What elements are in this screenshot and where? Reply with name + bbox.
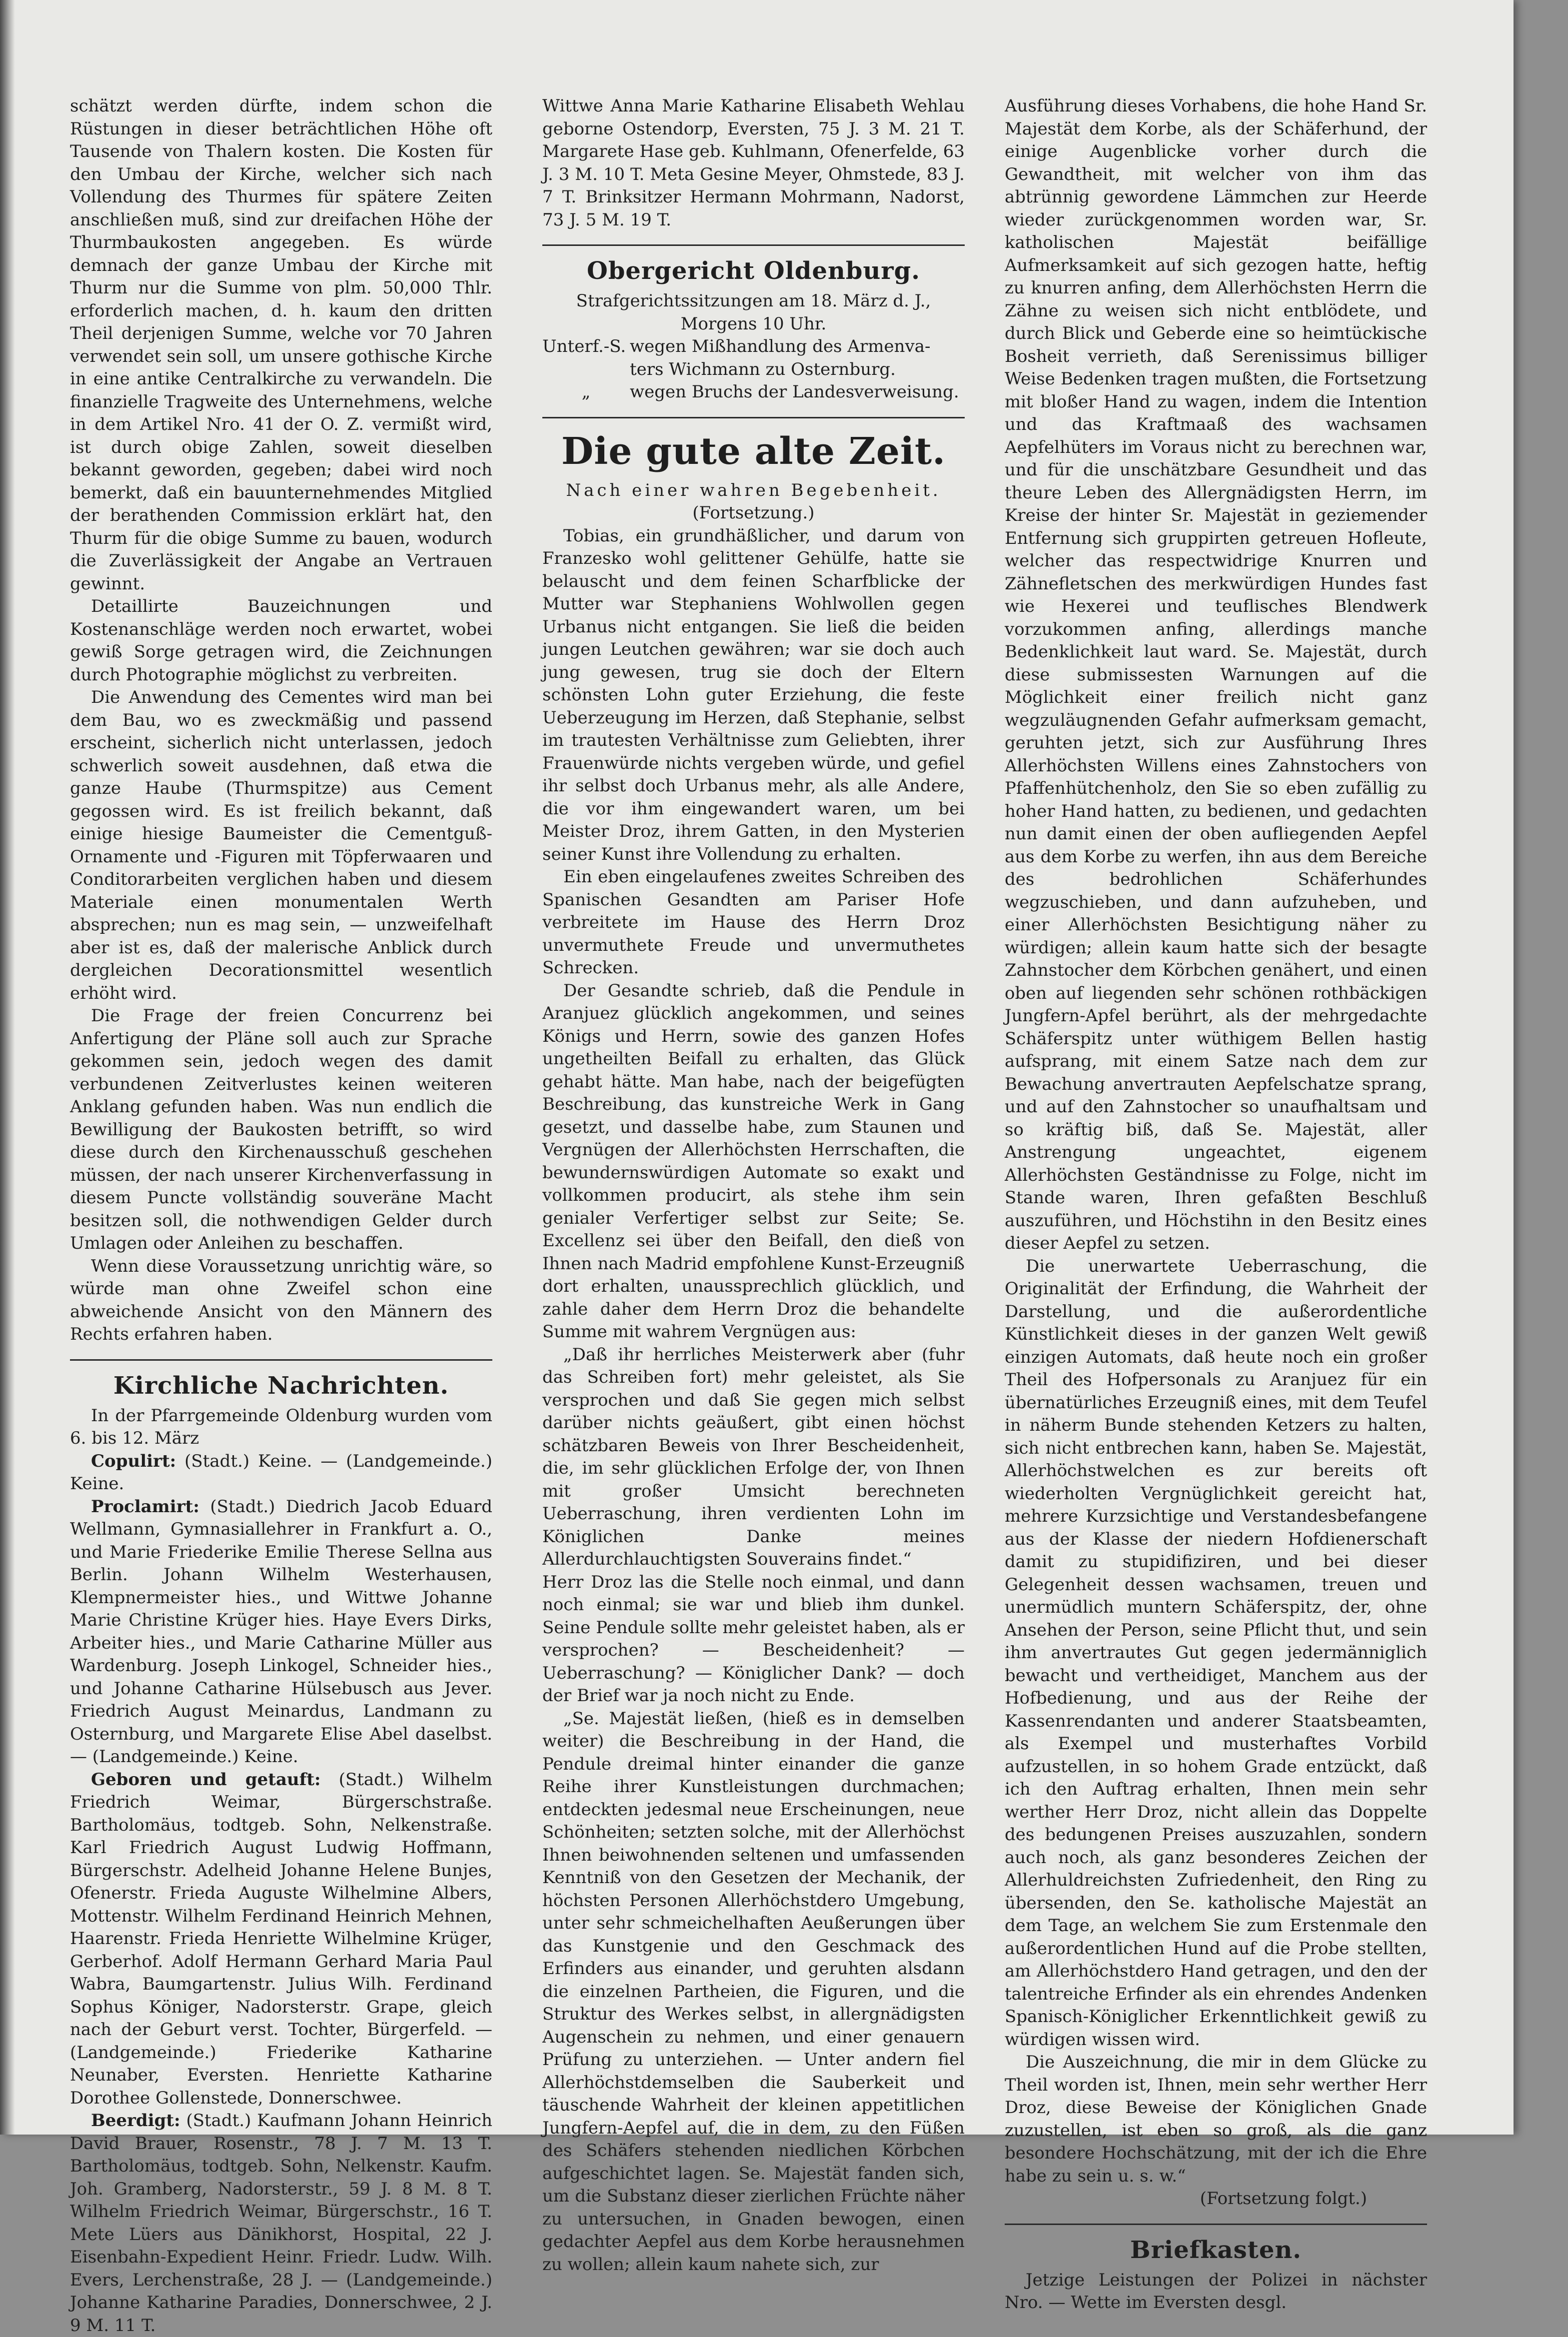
section-divider	[542, 244, 965, 246]
court-case-line: ters Wichmann zu Osternburg.	[630, 359, 896, 379]
court-session-time: Morgens 10 Uhr.	[680, 313, 827, 334]
story-subtitle: Nach einer wahren Begebenheit.	[566, 480, 941, 500]
article-paragraph: schätzt werden dürfte, indem schon die Rüstungen in dieser beträchtlichen Höhe oft Tausende von Thalern kosten. Die Kosten für den Umbau der Kirche, welcher sich nach Vollendung des Thurmes für spätere Zeiten anschließen muß, sind zur dreifachen Höhe der Thurmbaukosten angegeben. Es würde demnach der ganze Umbau der Kirche mit Thurm nur die Summe von plm. 50,000 Thlr. erforderlich machen, d. h. kaum den dritten Theil derjenigen Summe, welche vor 70 Jahren verwendet sein soll, um unsere gothische Kirche in eine antike Centralkirche zu verwandeln. Die finanzielle Tragweite des Unternehmens, welche in dem Artikel Nro. 41 der O. Z. vermißt wird, ist durch obige Zahlen, soweit dieselben bekannt geworden, gegeben; dabei wird noch bemerkt, daß ein bauunternehmendes Mitglied der berathenden Commission erklärt hat, den Thurm für die obige Summe zu bauen, wodurch die Zuverlässigkeit der Angabe an Vertrauen gewinnt.	[70, 96, 492, 594]
proclamirt-text: (Stadt.) Diedrich Jacob Eduard Wellmann, Gymnasiallehrer in Frankfurt a. O., und Marie Friederike Emilie Therese Sellna aus Berlin. Johann Wilhelm Westerhausen, Klempnermeister hies., und Wittwe Johanne Marie Christine Krüger hies. Haye Evers Dirks, Arbeiter hies., und Marie Catharine Müller aus Wardenburg. Joseph Linkogel, Schneider hies., und Johanne Catharine Hülsebusch aus Jever. Friedrich August Meinardus, Landmann zu Osternburg, und Margarete Elise Abel daselbst. — (Landgemeinde.) Keine.	[70, 1496, 492, 1767]
parish-intro: In der Pfarrgemeinde Oldenburg wurden vom 6. bis 12. März	[70, 1405, 492, 1448]
letterbox-text: Jetzige Leistungen der Polizei in nächster Nro. — Wette im Eversten desgl.	[1005, 2270, 1427, 2313]
beerdigt-entry	[70, 2110, 492, 2337]
story-continued-label: (Fortsetzung.)	[692, 503, 815, 523]
story-paragraph: Herr Droz las die Stelle noch einmal, und dann noch einmal; sie war und blieb ihm dunkel. Seine Pendule sollte mehr geleistet haben, als er versprochen? — Bescheidenheit? — Ueberraschung? — Königlicher Dank? — doch der Brief war ja noch nicht zu Ende.	[542, 1572, 965, 1706]
story-paragraph: Die unerwartete Ueberraschung, die Originalität der Erfindung, die Wahrheit der Darstellung, und die außerordentliche Künstlichkeit dieses in der ganzen Welt gewiß einzigen Automats, daß heute noch ein großer Theil des Hofpersonals zu Aranjuez für ein übernatürliches Erzeugniß eines, mit dem Teufel in näherm Bunde stehenden Ketzers zu halten, sich nicht entbrechen kann, haben Se. Majestät, Allerhöchstwelchen es zur bereits oft wiederholten Vergnüglichkeit gereicht hat, mehrere Kurzsichtige und Verstandesbefangene aus der Klasse der niedern Hofdienerschaft damit zu stupidifiziren, und bei dieser Gelegenheit dessen wachsamen, treuen und unermüdlich muntern Schäferspitz, der, ohne Ansehen der Person, seine Pflicht thut, und sein ihm anvertrautes Gut gegen jedermänniglich bewacht und vertheidiget, Manchem aus der Hofbedienung, und aus der Reihe der Kassenrendanten und anderer Staatsbeamten, als Exempel und musterhaftes Vorbild aufzustellen, in so hohem Grade entzückt, daß ich den Auftrag erhalten, Ihnen mein sehr werther Herr Droz, nicht allein das Doppelte des bedungenen Preises auszuzahlen, sondern auch noch, als ganz besonderes Zeichen der Allerhuldreichsten Zufriedenheit, den Ring zu übersenden, den Se. katholische Majestät an dem Tage, an welchem Sie zum Erstenmale den außerordentlichen Hund auf die Probe stellten, am Allerhöchstdero Hand getragen, und den der talentreiche Erfinder als ein ehrendes Andenken Spanisch-Königlicher Erkenntlichkeit gewiß zu würdigen wissen wird.	[1005, 1256, 1427, 2050]
geboren-entry	[70, 1769, 492, 2110]
proclamirt-entry	[70, 1496, 492, 1769]
story-paragraph: Der Gesandte schrieb, daß die Pendule in Aranjuez glücklich angekommen, und seines Königs und Herrn, sowie des ganzen Hofes ungetheilten Beifall zu erhalten, das Glück gehabt hätte. Man habe, nach der beigefügten Beschreibung, das kunstreiche Werk in Gang gesetzt, und dasselbe habe, zum Staunen und Vergnügen der Allerhöchsten Herrschaften, die bewundernswürdigen Automate so exakt und vollkommen producirt, als stehe ihm sein genialer Verfertiger selbst zur Seite; Se. Excellenz sei über den Beifall, den dieß von Ihnen nach Madrid empfohlene Kunst-Erzeugniß dort erhalten, unaussprechlich glücklich, und zahle daher dem Herrn Droz die behandelte Summe mit wahrem Vergnügen aus:	[542, 980, 965, 1342]
geboren-text: (Stadt.) Wilhelm Friedrich Weimar, Bürgerschstraße. Bartholomäus, todtgeb. Sohn, Nelkenstraße. Karl Friedrich August Ludwig Hoffmann, Bürgerschstr. Adelheid Johanne Helene Bunjes, Ofenerstr. Frieda Auguste Wilhelmine Albers, Mottenstr. Wilhelm Ferdinand Heinrich Mehnen, Haarenstr. Frieda Henriette Wilhelmine Krüger, Gerberhof. Adolf Hermann Gerhard Maria Paul Wabra, Baumgartenstr. Julius Wilh. Ferdinand Sophus Königer, Nadorsterstr. Grape, gleich nach der Geburt verst. Tochter, Bürgerfeld. — (Landgemeinde.) Friederike Katharine Neunaber, Eversten. Henriette Katharine Dorothee Gollenstede, Donnerschwee.	[70, 1769, 492, 2108]
section-divider	[70, 1359, 492, 1361]
story-paragraph: Die Auszeichnung, die mir in dem Glücke zu Theil worden ist, Ihnen, mein sehr werther Herr Droz, diese Beweise der Königlichen Gnade zuzustellen, ist eben so groß, als die ganz besondere Hochschätzung, mit der ich die Ehre habe zu sein u. s. w.“	[1005, 2052, 1427, 2186]
burial-continuation: Wittwe Anna Marie Katharine Elisabeth Wehlau geborne Ostendorp, Eversten, 75 J. 3 M. 21 T. Margarete Hase geb. Kuhlmann, Ofenerfelde, 63 J. 3 M. 10 T. Meta Gesine Meyer, Ohmstede, 83 J. 7 T. Brinksitzer Hermann Mohrmann, Nadorst, 73 J. 5 M. 19 T.	[542, 96, 965, 230]
court-case-row	[542, 335, 965, 381]
to-be-continued: (Fortsetzung folgt.)	[1200, 2189, 1367, 2209]
column-left	[70, 95, 492, 2337]
story-paragraph: „Daß ihr herrliches Meisterwerk aber (fuhr das Schreiben fort) mehr geleistet, als Sie versprochen und daß Sie gegen mich selbst darüber nichts geäußert, gibt einen höchst schätzbaren Beweis von Ihrer Bescheidenheit, die, im sehr glücklichen Erfolge der, von Ihnen mit großer Umsicht berechneten Ueberraschung, ihren verdienten Lohn im Königlichen Danke meines Allerdurchlauchtigsten Souverains findet.“	[542, 1344, 965, 1569]
beerdigt-label: Beerdigt:	[91, 2111, 180, 2131]
story-paragraph: Ein eben eingelaufenes zweites Schreiben des Spanischen Gesandten am Pariser Hofe verbreitete im Hause des Herrn Droz unvermuthete Freude und unvermuthetes Schrecken.	[542, 867, 965, 978]
article-paragraph: Die Anwendung des Cementes wird man bei dem Bau, wo es zweckmäßig und passend erscheint, sicherlich nicht unterlassen, jedoch schwerlich soweit ausdehnen, daß etwa die ganze Haube (Thurmspitze) aus Cement gegossen wird. Es ist freilich bekannt, daß einige hiesige Baumeister die Cementguß-Ornamente und -Figuren mit Töpferwaaren und Conditorarbeiten verglichen haben und diesem Materiale einen monumentalen Werth absprechen; nun es mag sein, — unzweifelhaft aber ist es, daß der malerische Anblick durch dergleichen Decorationsmittel wesentlich erhöht wird.	[70, 687, 492, 1003]
story-paragraph: Ausführung dieses Vorhabens, die hohe Hand Sr. Majestät dem Korbe, als der Schäferhund, der einige Augenblicke vorher durch die Gewandtheit, mit welcher von ihm das abtrünnig gewordene Lämmchen zur Heerde wieder zurückgenommen worden war, Sr. katholischen Majestät beifällige Aufmerksamkeit auf sich gezogen hatte, heftig zu knurren anfing, dem Allerhöchsten Herrn die Zähne zu weisen sich nicht entblödete, und durch Blick und Geberde eine so heimtückische Bosheit verrieth, daß Serenissimus billiger Weise Bedenken tragen mußten, die Fortsetzung mit bloßer Hand zu wagen, indem die Intention und das Kraftmaaß des wachsamen Aepfelhüters im Voraus nicht zu berechnen war, und für die unschätzbare Gesundheit und das theure Leben des Allergnädigsten Herrn, im Kreise der hinter Sr. Majestät in geziemender Entfernung sich gruppirten getreuen Hofleute, welcher das respectwidrige Knurren und Zähnefletschen des merkwürdigen Hundes fast wie Hexerei und teuflisches Blendwerk vorzukommen anfing, allerdings manche Bedenklichkeit laut ward. Se. Majestät, durch diese submissesten Warnungen auf die Möglichkeit einer freilich nicht ganz wegzuläugnenden Gefahr aufmerksam gemacht, geruhten jetzt, sich zur Ausführung Ihres Allerhöchsten Willens eines Zahnstochers von Pfaffenhütchenholz, den Sie so eben zufällig zu hoher Hand hatten, zu bedienen, und gedachten nun damit einen der oben aufliegenden Aepfel aus dem Korbe zu werfen, ihn aus dem Bereiche des bedrohlichen Schäferhundes wegzuschieben, und dann aufzuheben, und einer Allerhöchsten Besichtigung näher zu würdigen; allein kaum hatte sich der besagte Zahnstocher dem Körbchen genähert, und einen oben auf liegenden sehr schönen rothbäckigen Jungfern-Apfel berührt, als der mehrgedachte Schäferspitz unter wüthigem Bellen hastig aufsprang, mit einem Satze nach dem zur Bewachung anvertrauten Aepfelschatze sprang, und auf den Zahnstocher so unaufhaltsam und so kräftig biß, daß Se. Majestät, aller Anstrengung ungeachtet, eigenem Allerhöchsten Geständnisse zu Folge, nicht im Stande waren, Ihren gefaßten Beschluß auszuführen, und Höchstihn in den Besitz eines dieser Aepfel zu setzen.	[1005, 96, 1427, 1253]
section-divider	[542, 417, 965, 418]
article-paragraph: Detaillirte Bauzeichnungen und Kostenanschläge werden noch erwartet, wobei gewiß Sorge getragen wird, die Zeichnungen durch Photographie möglichst zu verbreiten.	[70, 596, 492, 685]
story-paragraph: „Se. Majestät ließen, (hieß es in demselben weiter) die Beschreibung in der Hand, die Pendule dreimal hinter einander die ganze Reihe ihrer Kunstleistungen durchmachen; entdeckten jedesmal neue Erscheinungen, neue Schönheiten; setzten solche, mit der Allerhöchst Ihnen beiwohnenden seltenen und umfassenden Kenntniß von den Gesetzen der Mechanik, der höchsten Personen Allerhöchstdero Umgebung, unter sehr schmeichelhaften Aeußerungen über das Kunstgenie und den Geschmack des Erfinders aus einander, und geruhten alsdann die einzelnen Partheien, die Figuren, und die Struktur des Werkes selbst, in allergnädigsten Augenschein zu nehmen, und einer genauern Prüfung zu unterziehen. — Unter andern fiel Allerhöchstdemselben die Sauberkeit und täuschende Wahrheit der kleinen appetitlichen Jungfern-Aepfel auf, die in dem, zu den Füßen des Schäfers stehenden niedlichen Körbchen aufgeschichtet lagen. Se. Majestät fanden sich, um die Substanz dieser zierlichen Früchte näher zu untersuchen, in Gnaden bewogen, einen gedachter Aepfel aus dem Korbe herausnehmen zu wollen; allein kaum nahete sich, zur	[542, 1708, 965, 2275]
section-title-briefkasten: Briefkasten.	[1130, 2236, 1302, 2264]
court-case-text	[630, 381, 965, 404]
court-case-line: wegen Mißhandlung des Armenva-	[630, 336, 931, 356]
proclamirt-label: Proclamirt:	[91, 1496, 199, 1517]
court-session-date: Strafgerichtssitzungen am 18. März d. J.,	[576, 291, 931, 311]
section-divider	[1005, 2224, 1427, 2225]
binding-gutter	[0, 0, 15, 2135]
article-paragraph: Wenn diese Voraussetzung unrichtig wäre, so würde man ohne Zweifel schon eine abweichende Ansicht von den Männern des Rechts erfahren haben.	[70, 1256, 492, 1344]
story-paragraph: Tobias, ein grundhäßlicher, und darum von Franzesko wohl gelittener Gehülfe, hatte sie belauscht und dem feinen Scharfblicke der Mutter war Stephaniens Wohlwollen gegen Urbanus nicht entgangen. Sie ließ die beiden jungen Leutchen gewähren; war sie doch auch jung gewesen, trug sie doch der Eltern schönsten Lohn guter Erziehung, die feste Ueberzeugung im Herzen, daß Stephanie, selbst im trautesten Verhältnisse zum Geliebten, ihrer Frauenwürde nichts vergeben würde, und gefiel ihr selbst doch Urbanus mehr, als alle Andere, die vor ihm eingewandert waren, um bei Meister Droz, ihrem Gatten, in den Mysterien seiner Kunst ihre Vollendung zu erhalten.	[542, 525, 965, 864]
column-middle	[542, 95, 965, 2276]
geboren-label: Geboren und getauft:	[91, 1769, 321, 1790]
beerdigt-text: (Stadt.) Kaufmann Johann Heinrich David Brauer, Rosenstr., 78 J. 7 M. 13 T. Bartholomäus, todtgeb. Sohn, Nelkenstr. Kaufm. Joh. Gramberg, Nadorsterstr., 59 J. 8 M. 8 T. Wilhelm Friedrich Weimar, Bürgerschstr., 16 T. Mete Lüers aus Dänikhorst, Hospital, 22 J. Eisenbahn-Expedient Heinr. Friedr. Ludw. Wilh. Evers, Lerchenstraße, 28 J. — (Landgemeinde.) Johanne Katharine Paradies, Donnerschwee, 2 J. 9 M. 11 T.	[70, 2111, 492, 2336]
court-case-type: „	[581, 382, 591, 402]
section-title-obergericht: Obergericht Oldenburg.	[587, 257, 920, 285]
copulirt-text: (Stadt.) Keine. — (Landgemeinde.) Keine.	[70, 1451, 492, 1494]
court-case-type: Unterf.-S.	[542, 336, 626, 356]
section-title-kirchliche-nachrichten: Kirchliche Nachrichten.	[113, 1371, 449, 1400]
copulirt-entry	[70, 1450, 492, 1496]
article-paragraph: Die Frage der freien Concurrenz bei Anfertigung der Pläne soll auch zur Sprache gekommen sein, jedoch wegen des damit verbundenen Zeitverlustes keinen weiteren Anklang gefunden haben. Was nun endlich die Bewilligung der Baukosten betrifft, so wird diese durch den Kirchenausschuß geschehen müssen, der nach unserer Kirchenverfassung in diesem Puncte vollständig souveräne Macht besitzen soll, die nothwendigen Gelder durch Umlagen oder Anleihen zu beschaffen.	[70, 1006, 492, 1253]
court-case-text	[630, 335, 965, 381]
court-case-row	[542, 381, 965, 404]
column-right	[1005, 95, 1427, 2315]
story-title: Die gute alte Zeit.	[561, 429, 946, 473]
court-case-line: wegen Bruchs der Landesverweisung.	[630, 382, 959, 402]
copulirt-label: Copulirt:	[91, 1451, 176, 1471]
